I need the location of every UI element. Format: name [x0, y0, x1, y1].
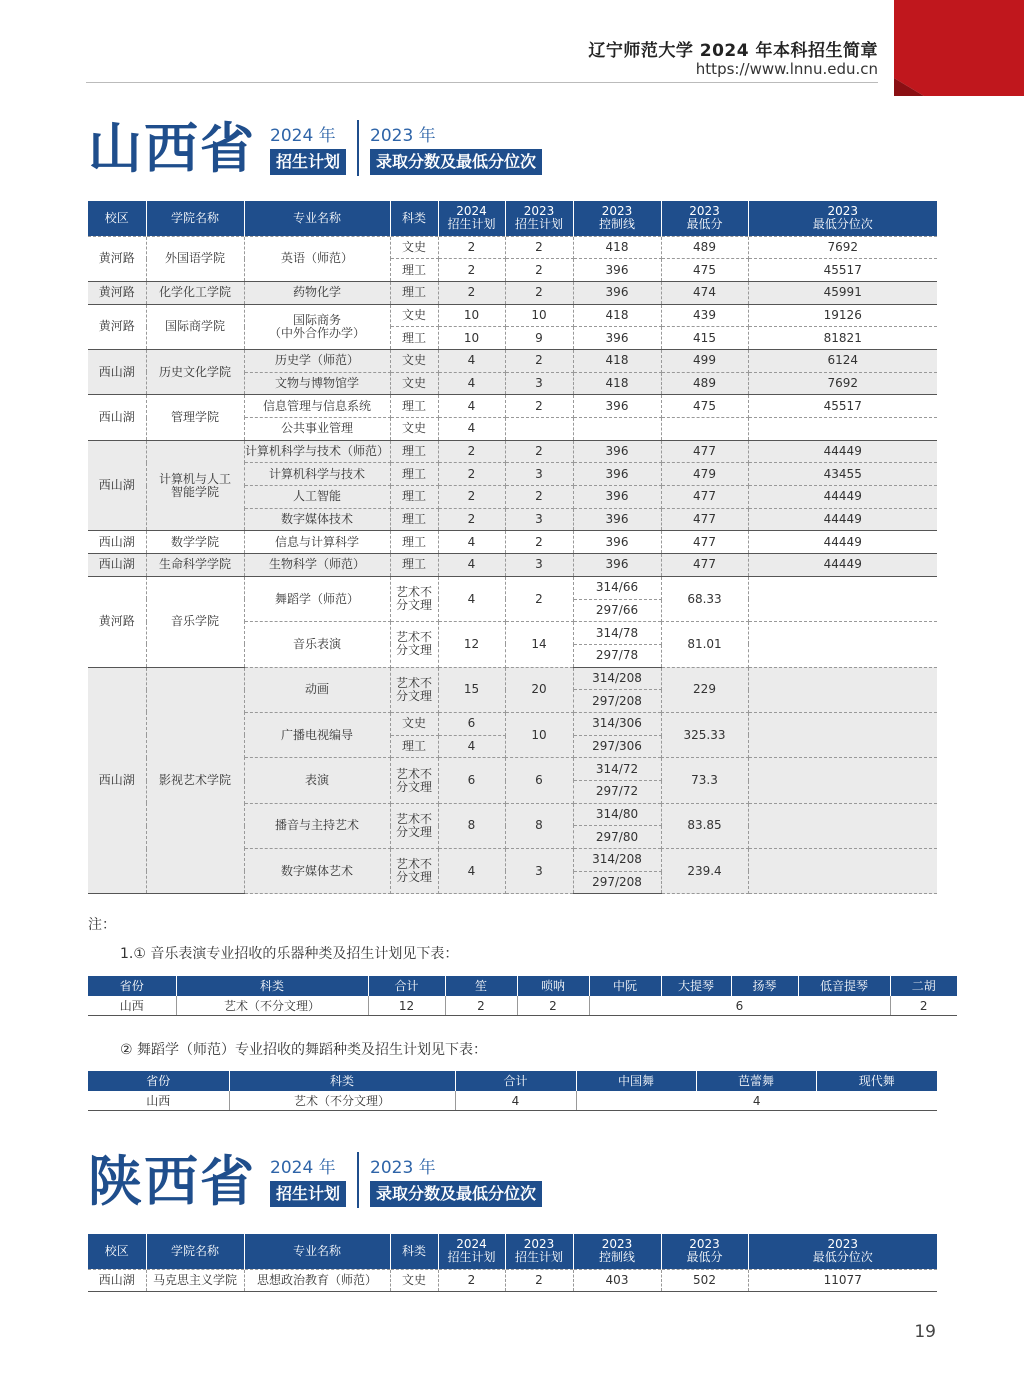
table-row — [88, 236, 937, 259]
col-header-control2023: 2023 控制线 — [573, 1234, 661, 1269]
major-cell: 表演 — [244, 758, 390, 803]
corner-decoration — [894, 0, 1024, 96]
college-cell: 化学化工学院 — [146, 281, 244, 304]
major-cell: 药物化学 — [244, 281, 390, 304]
subject-cell: 文史 — [390, 349, 438, 372]
col-header-subject: 科类 — [390, 1234, 438, 1269]
year-2023-label: 2023 年 — [370, 126, 436, 146]
control-line-cell: 396 — [573, 281, 661, 304]
control-line-cell: 396 — [573, 554, 661, 577]
col-header-subject: 科类 — [390, 201, 438, 236]
col-header-plan2023: 2023 招生计划 — [505, 1234, 573, 1269]
major-cell: 公共事业管理 — [244, 418, 390, 441]
control-line-cell: 418 — [573, 236, 661, 259]
plan-2024-cell: 4 — [438, 849, 505, 894]
major-cell: 计算机科学与技术 — [244, 463, 390, 486]
major-cell: 舞蹈学（师范） — [244, 576, 390, 621]
subject-cell: 理工 — [390, 395, 438, 418]
major-cell: 动画 — [244, 667, 390, 712]
min-score-cell: 83.85 — [661, 803, 748, 848]
min-rank-cell: 44449 — [748, 486, 937, 509]
min-rank-cell: 43455 — [748, 463, 937, 486]
section-title-shaanxi: 陕西省 — [88, 1150, 256, 1213]
col-header-major: 专业名称 — [244, 201, 390, 236]
min-score-cell: 325.33 — [661, 712, 748, 757]
control-line-cell: 314/66 — [573, 576, 661, 599]
min-score-cell: 477 — [661, 531, 748, 554]
control-line-cell: 297/306 — [573, 735, 661, 758]
major-cell: 信息管理与信息系统 — [244, 395, 390, 418]
tag-plan: 招生计划 — [270, 149, 346, 175]
music-cell-subject: 艺术（不分文理） — [176, 996, 368, 1016]
plan-2024-cell: 4 — [438, 531, 505, 554]
section-divider — [357, 120, 359, 176]
min-score-cell: 477 — [661, 554, 748, 577]
col-header-major: 专业名称 — [244, 1234, 390, 1269]
min-score-cell: 415 — [661, 327, 748, 350]
min-rank-cell: 45517 — [748, 259, 937, 282]
min-rank-cell — [748, 576, 937, 621]
plan-2023-cell: 20 — [505, 667, 573, 712]
min-rank-cell: 44449 — [748, 554, 937, 577]
college-cell: 音乐学院 — [146, 576, 244, 667]
plan-2024-cell: 2 — [438, 259, 505, 282]
min-score-cell: 229 — [661, 667, 748, 712]
subject-cell: 理工 — [390, 327, 438, 350]
control-line-cell: 297/80 — [573, 826, 661, 849]
plan-2023-cell: 3 — [505, 372, 573, 395]
subject-cell: 艺术不 分文理 — [390, 849, 438, 894]
table-row — [88, 440, 937, 463]
music-col-header: 大提琴 — [661, 976, 731, 996]
year-2024-label-shaanxi: 2024 年 — [270, 1158, 336, 1178]
year-2024-label: 2024 年 — [270, 126, 336, 146]
major-cell: 计算机科学与技术（师范） — [244, 440, 390, 463]
plan-2023-cell: 10 — [505, 304, 573, 327]
music-col-header: 唢呐 — [517, 976, 589, 996]
college-cell: 马克思主义学院 — [146, 1269, 244, 1292]
col-header-min2023: 2023 最低分 — [661, 1234, 748, 1269]
music-cell-total: 12 — [368, 996, 445, 1016]
min-rank-cell: 45991 — [748, 281, 937, 304]
min-rank-cell: 6124 — [748, 349, 937, 372]
music-cell-sheng: 2 — [445, 996, 517, 1016]
subject-cell: 理工 — [390, 440, 438, 463]
control-line-cell: 403 — [573, 1269, 661, 1292]
control-line-cell: 314/306 — [573, 712, 661, 735]
subject-cell: 文史 — [390, 304, 438, 327]
notes-label: 注： — [88, 917, 116, 933]
header-url[interactable]: https://www.lnnu.edu.cn — [695, 60, 878, 78]
control-line-cell: 396 — [573, 259, 661, 282]
subject-cell: 文史 — [390, 372, 438, 395]
plan-2024-cell: 2 — [438, 440, 505, 463]
dance-cell-merged: 4 — [576, 1091, 937, 1111]
major-cell: 播音与主持艺术 — [244, 803, 390, 848]
min-score-cell: 81.01 — [661, 622, 748, 667]
control-line-cell: 418 — [573, 349, 661, 372]
plan-2024-cell: 2 — [438, 463, 505, 486]
major-cell: 人工智能 — [244, 486, 390, 509]
min-score-cell: 489 — [661, 236, 748, 259]
note-dance: ② 舞蹈学（师范）专业招收的舞蹈种类及招生计划见下表： — [120, 1042, 487, 1058]
control-line-cell: 297/78 — [573, 644, 661, 667]
tag-plan-shaanxi: 招生计划 — [270, 1181, 346, 1207]
major-cell: 信息与计算科学 — [244, 531, 390, 554]
min-rank-cell — [748, 622, 937, 667]
min-score-cell: 477 — [661, 508, 748, 531]
plan-2023-cell: 2 — [505, 1269, 573, 1292]
min-score-cell: 477 — [661, 486, 748, 509]
campus-cell: 黄河路 — [88, 304, 146, 349]
college-cell: 影视艺术学院 — [146, 667, 244, 894]
plan-2024-cell: 8 — [438, 803, 505, 848]
plan-2024-cell: 4 — [438, 349, 505, 372]
control-line-cell: 314/208 — [573, 667, 661, 690]
col-header-plan2024: 2024 招生计划 — [438, 201, 505, 236]
plan-2024-cell: 4 — [438, 576, 505, 621]
control-line-cell: 314/208 — [573, 849, 661, 872]
college-cell: 计算机与人工 智能学院 — [146, 440, 244, 531]
subject-cell: 理工 — [390, 259, 438, 282]
major-cell: 国际商务 （中外合作办学） — [244, 304, 390, 349]
plan-2023-cell: 2 — [505, 259, 573, 282]
college-cell: 生命科学学院 — [146, 554, 244, 577]
min-rank-cell: 44449 — [748, 440, 937, 463]
campus-cell: 西山湖 — [88, 440, 146, 531]
plan-2024-cell: 10 — [438, 304, 505, 327]
college-cell: 国际商学院 — [146, 304, 244, 349]
table-row — [88, 531, 937, 554]
music-col-header: 合计 — [368, 976, 445, 996]
music-instrument-table — [88, 976, 957, 1016]
control-line-cell: 396 — [573, 440, 661, 463]
min-rank-cell: 44449 — [748, 508, 937, 531]
control-line-cell: 396 — [573, 508, 661, 531]
major-cell: 音乐表演 — [244, 622, 390, 667]
major-cell: 广播电视编导 — [244, 712, 390, 757]
min-score-cell: 477 — [661, 440, 748, 463]
min-rank-cell: 45517 — [748, 395, 937, 418]
music-col-header: 二胡 — [890, 976, 957, 996]
min-score-cell — [661, 418, 748, 441]
plan-2024-cell: 2 — [438, 486, 505, 509]
campus-cell: 西山湖 — [88, 554, 146, 577]
header-rule — [86, 82, 878, 83]
min-score-cell: 475 — [661, 259, 748, 282]
control-line-cell: 314/72 — [573, 758, 661, 781]
campus-cell: 西山湖 — [88, 667, 146, 894]
table-row — [88, 281, 937, 304]
min-score-cell: 474 — [661, 281, 748, 304]
music-cell-merged: 6 — [589, 996, 890, 1016]
plan-2023-cell: 9 — [505, 327, 573, 350]
min-score-cell: 439 — [661, 304, 748, 327]
plan-2023-cell: 2 — [505, 236, 573, 259]
plan-2024-cell: 10 — [438, 327, 505, 350]
plan-2024-cell: 6 — [438, 758, 505, 803]
plan-2024-cell: 2 — [438, 508, 505, 531]
min-score-cell: 475 — [661, 395, 748, 418]
campus-cell: 黄河路 — [88, 576, 146, 667]
major-cell: 文物与博物馆学 — [244, 372, 390, 395]
section-divider-shaanxi — [357, 1152, 359, 1208]
dance-col-header: 省份 — [88, 1071, 229, 1091]
dance-cell-subject: 艺术（不分文理） — [229, 1091, 455, 1111]
campus-cell: 西山湖 — [88, 395, 146, 440]
table-row — [88, 304, 937, 327]
music-cell-province: 山西 — [88, 996, 176, 1016]
min-rank-cell: 7692 — [748, 372, 937, 395]
min-score-cell: 499 — [661, 349, 748, 372]
major-cell: 数字媒体技术 — [244, 508, 390, 531]
music-col-header: 科类 — [176, 976, 368, 996]
music-cell-erhu: 2 — [890, 996, 957, 1016]
plan-2023-cell: 10 — [505, 712, 573, 757]
min-rank-cell — [748, 667, 937, 712]
subject-cell: 理工 — [390, 735, 438, 758]
tag-scores-shaanxi: 录取分数及最低分位次 — [370, 1181, 542, 1207]
col-header-college: 学院名称 — [146, 201, 244, 236]
plan-2023-cell: 2 — [505, 576, 573, 621]
subject-cell: 文史 — [390, 712, 438, 735]
col-header-plan2024: 2024 招生计划 — [438, 1234, 505, 1269]
control-line-cell: 314/80 — [573, 803, 661, 826]
dance-type-table — [88, 1071, 937, 1111]
subject-cell: 文史 — [390, 236, 438, 259]
plan-2024-cell: 4 — [438, 372, 505, 395]
min-score-cell: 68.33 — [661, 576, 748, 621]
plan-2023-cell — [505, 418, 573, 441]
min-score-cell: 502 — [661, 1269, 748, 1292]
min-rank-cell: 44449 — [748, 531, 937, 554]
col-header-campus: 校区 — [88, 1234, 146, 1269]
dance-col-header: 科类 — [229, 1071, 455, 1091]
music-col-header: 笙 — [445, 976, 517, 996]
subject-cell: 文史 — [390, 418, 438, 441]
major-cell: 历史学（师范） — [244, 349, 390, 372]
note-music: 1.① 音乐表演专业招收的乐器种类及招生计划见下表： — [120, 946, 459, 962]
year-2023-label-shaanxi: 2023 年 — [370, 1158, 436, 1178]
plan-2023-cell: 2 — [505, 486, 573, 509]
plan-2023-cell: 14 — [505, 622, 573, 667]
campus-cell: 西山湖 — [88, 531, 146, 554]
subject-cell: 理工 — [390, 508, 438, 531]
plan-2023-cell: 8 — [505, 803, 573, 848]
min-score-cell: 489 — [661, 372, 748, 395]
plan-2024-cell: 6 — [438, 712, 505, 735]
college-cell: 历史文化学院 — [146, 349, 244, 394]
control-line-cell: 396 — [573, 531, 661, 554]
control-line-cell: 396 — [573, 395, 661, 418]
dance-col-header: 中国舞 — [576, 1071, 696, 1091]
min-rank-cell: 7692 — [748, 236, 937, 259]
college-cell: 管理学院 — [146, 395, 244, 440]
control-line-cell: 396 — [573, 486, 661, 509]
music-col-header: 中阮 — [589, 976, 661, 996]
plan-2024-cell: 12 — [438, 622, 505, 667]
min-rank-cell — [748, 418, 937, 441]
col-header-campus: 校区 — [88, 201, 146, 236]
control-line-cell: 418 — [573, 304, 661, 327]
min-rank-cell — [748, 712, 937, 757]
min-rank-cell: 81821 — [748, 327, 937, 350]
plan-2024-cell: 2 — [438, 236, 505, 259]
dance-cell-total: 4 — [455, 1091, 576, 1111]
plan-2023-cell: 6 — [505, 758, 573, 803]
page-number: 19 — [914, 1322, 936, 1342]
control-line-cell: 297/208 — [573, 690, 661, 713]
campus-cell: 西山湖 — [88, 1269, 146, 1292]
dance-col-header: 芭蕾舞 — [696, 1071, 816, 1091]
dance-cell-province: 山西 — [88, 1091, 229, 1111]
plan-2023-cell: 2 — [505, 281, 573, 304]
subject-cell: 理工 — [390, 531, 438, 554]
col-header-rank2023: 2023 最低分位次 — [748, 1234, 937, 1269]
college-cell: 外国语学院 — [146, 236, 244, 281]
shanxi-admission-table — [88, 201, 937, 894]
subject-cell: 理工 — [390, 554, 438, 577]
table-row — [88, 349, 937, 372]
control-line-cell: 297/208 — [573, 871, 661, 894]
campus-cell: 黄河路 — [88, 236, 146, 281]
campus-cell: 西山湖 — [88, 349, 146, 394]
plan-2024-cell: 2 — [438, 281, 505, 304]
control-line-cell — [573, 418, 661, 441]
control-line-cell: 297/66 — [573, 599, 661, 622]
min-rank-cell — [748, 758, 937, 803]
control-line-cell: 396 — [573, 327, 661, 350]
plan-2024-cell: 2 — [438, 1269, 505, 1292]
plan-2023-cell: 2 — [505, 395, 573, 418]
min-rank-cell — [748, 849, 937, 894]
plan-2023-cell: 2 — [505, 440, 573, 463]
plan-2023-cell: 3 — [505, 463, 573, 486]
subject-cell: 理工 — [390, 486, 438, 509]
min-rank-cell: 19126 — [748, 304, 937, 327]
min-rank-cell — [748, 803, 937, 848]
table-row — [88, 667, 937, 690]
subject-cell: 理工 — [390, 463, 438, 486]
subject-cell: 艺术不 分文理 — [390, 576, 438, 621]
plan-2023-cell: 3 — [505, 554, 573, 577]
subject-cell: 艺术不 分文理 — [390, 667, 438, 712]
col-header-college: 学院名称 — [146, 1234, 244, 1269]
plan-2023-cell: 3 — [505, 508, 573, 531]
table-row — [88, 1269, 937, 1292]
col-header-control2023: 2023 控制线 — [573, 201, 661, 236]
tag-scores: 录取分数及最低分位次 — [370, 149, 542, 175]
music-cell-suona: 2 — [517, 996, 589, 1016]
min-rank-cell: 11077 — [748, 1269, 937, 1292]
table-row — [88, 554, 937, 577]
music-col-header: 省份 — [88, 976, 176, 996]
plan-2023-cell: 2 — [505, 349, 573, 372]
dance-col-header: 现代舞 — [816, 1071, 937, 1091]
min-score-cell: 73.3 — [661, 758, 748, 803]
subject-cell: 艺术不 分文理 — [390, 803, 438, 848]
major-cell: 数字媒体艺术 — [244, 849, 390, 894]
plan-2024-cell: 4 — [438, 554, 505, 577]
table-row — [88, 395, 937, 418]
section-title-shanxi: 山西省 — [88, 117, 256, 180]
control-line-cell: 418 — [573, 372, 661, 395]
dance-col-header: 合计 — [455, 1071, 576, 1091]
subject-cell: 艺术不 分文理 — [390, 758, 438, 803]
table-row — [88, 576, 937, 599]
min-score-cell: 239.4 — [661, 849, 748, 894]
subject-cell: 理工 — [390, 281, 438, 304]
col-header-min2023: 2023 最低分 — [661, 201, 748, 236]
major-cell: 英语（师范） — [244, 236, 390, 281]
major-cell: 思想政治教育（师范） — [244, 1269, 390, 1292]
subject-cell: 艺术不 分文理 — [390, 622, 438, 667]
shaanxi-admission-table — [88, 1234, 937, 1292]
music-col-header: 扬琴 — [731, 976, 798, 996]
control-line-cell: 314/78 — [573, 622, 661, 645]
header-title: 辽宁师范大学 2024 年本科招生简章 — [588, 41, 878, 61]
plan-2024-cell: 4 — [438, 418, 505, 441]
subject-cell: 文史 — [390, 1269, 438, 1292]
music-col-header: 低音提琴 — [798, 976, 890, 996]
col-header-rank2023: 2023 最低分位次 — [748, 201, 937, 236]
control-line-cell: 396 — [573, 463, 661, 486]
col-header-plan2023: 2023 招生计划 — [505, 201, 573, 236]
min-score-cell: 479 — [661, 463, 748, 486]
plan-2024-cell: 15 — [438, 667, 505, 712]
plan-2024-cell: 4 — [438, 395, 505, 418]
college-cell: 数学学院 — [146, 531, 244, 554]
major-cell: 生物科学（师范） — [244, 554, 390, 577]
plan-2023-cell: 3 — [505, 849, 573, 894]
control-line-cell: 297/72 — [573, 781, 661, 804]
plan-2023-cell: 2 — [505, 531, 573, 554]
campus-cell: 黄河路 — [88, 281, 146, 304]
plan-2024-cell: 4 — [438, 735, 505, 758]
